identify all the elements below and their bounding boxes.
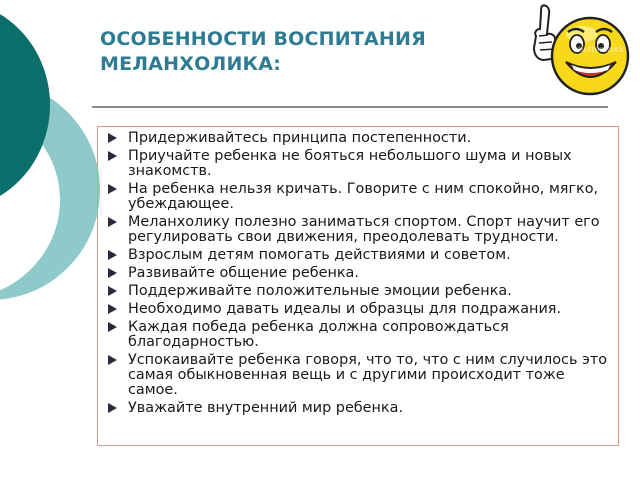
bullet-arrow-icon [108, 322, 117, 332]
list-item [106, 401, 612, 416]
list-item-text: Взрослым детям помогать действиями и советом. [128, 247, 511, 263]
list-item [106, 131, 612, 146]
list-item-text: Поддерживайте положительные эмоции ребенка. [128, 283, 512, 299]
bullet-list-box [97, 126, 619, 446]
list-item-text: Уважайте внутренний мир ребенка. [128, 400, 404, 416]
bullet-arrow-icon [108, 355, 117, 365]
list-item-text: Необходимо давать идеалы и образцы для подражания. [128, 301, 562, 317]
bullet-arrow-icon [108, 403, 117, 413]
list-item [106, 266, 612, 281]
list-item [106, 320, 612, 350]
bullet-arrow-icon [108, 151, 117, 161]
list-item [106, 215, 612, 245]
bullet-arrow-icon [108, 217, 117, 227]
list-item-text: Успокаивайте ребенка говоря, что то, что с ним случилось это самая обыкновенная вещь и с другими происходит тоже самое. [128, 352, 608, 398]
slide-title-line-1: ОСОБЕННОСТИ ВОСПИТАНИЯ [100, 28, 426, 50]
bullet-arrow-icon [108, 250, 117, 260]
pointing-smiley-icon [522, 0, 632, 110]
bullet-arrow-icon [108, 133, 117, 143]
bullet-arrow-icon [108, 304, 117, 314]
list-item [106, 149, 612, 179]
bullet-arrow-icon [108, 184, 117, 194]
list-item-text: Придерживайтесь принципа постепенности. [128, 130, 472, 146]
list-item [106, 302, 612, 317]
list-item [106, 353, 612, 398]
list-item [106, 248, 612, 263]
watermark-text: shutterstock [574, 45, 625, 54]
list-item-text: Развивайте общение ребенка. [128, 265, 359, 281]
list-item [106, 284, 612, 299]
list-item-text: Каждая победа ребенка должна сопровождаться благодарностью. [128, 319, 509, 350]
slide-title-line-2: МЕЛАНХОЛИКА: [100, 53, 281, 75]
slide-title [100, 27, 520, 77]
list-item-text: На ребенка нельзя кричать. Говорите с ним спокойно, мягко, убеждающее. [128, 181, 599, 212]
bullet-arrow-icon [108, 268, 117, 278]
list-item-text: Приучайте ребенка не бояться небольшого шума и новых знакомств. [128, 148, 572, 179]
list-item [106, 182, 612, 212]
bullet-list [98, 127, 618, 416]
bullet-arrow-icon [108, 286, 117, 296]
list-item-text: Меланхолику полезно заниматься спортом. Спорт научит его регулировать свои движения, преодолевать трудности. [128, 214, 600, 245]
